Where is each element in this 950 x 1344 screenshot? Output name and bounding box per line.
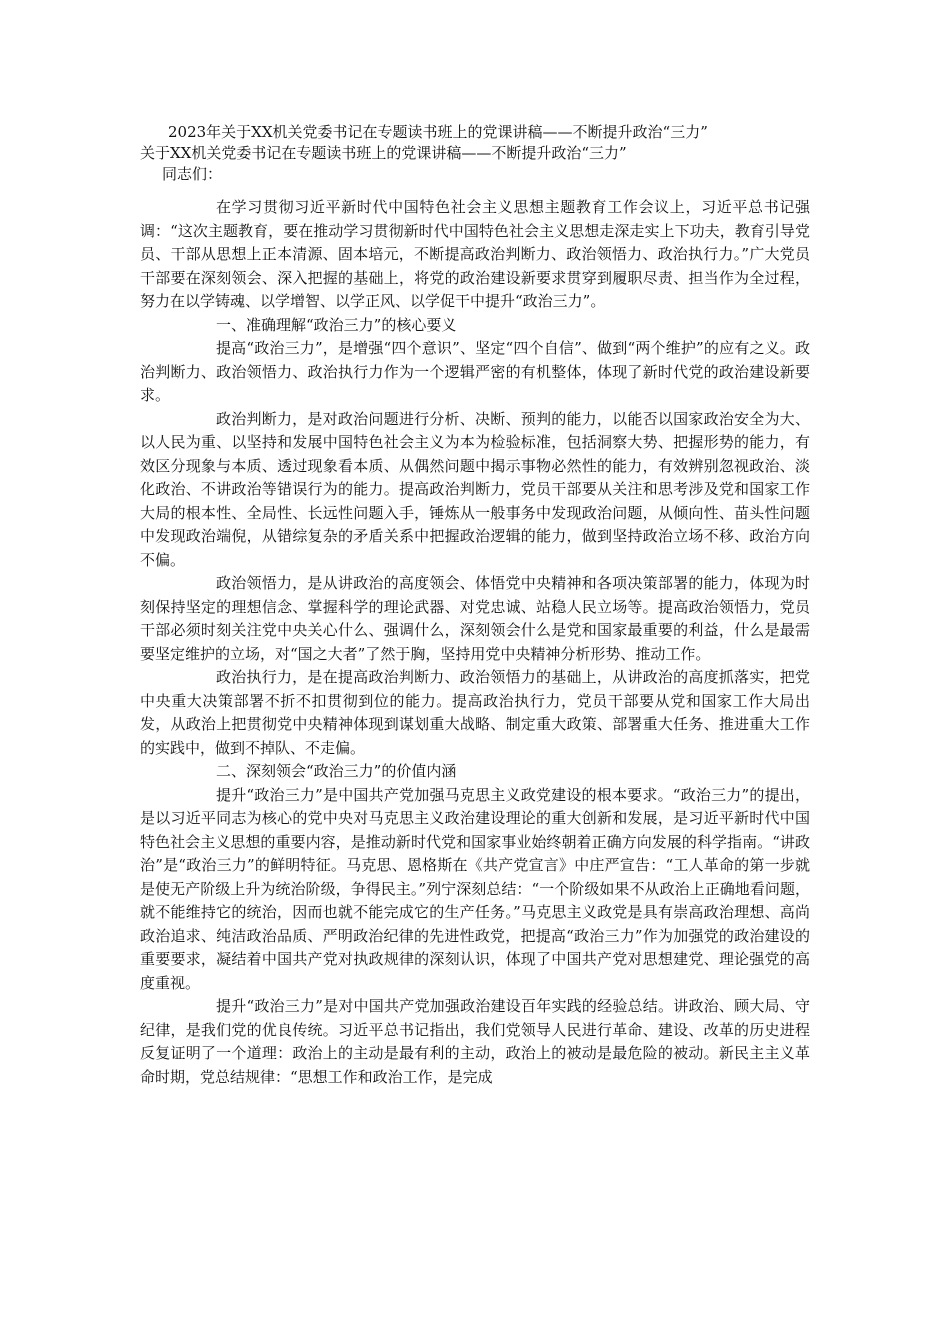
section-heading-2: 二、深刻领会“政治三力”的价值内涵 — [216, 762, 457, 780]
document-subtitle: 关于XX机关党委书记在专题读书班上的党课讲稿——不断提升政治“三力” — [140, 144, 627, 162]
paragraph-2-2: 提升“政治三力”是对中国共产党加强政治建设百年实践的经验总结。讲政治、顾大局、守纪律，是我们党的优良传统。习近平总书记指出，我们党领导人民进行革命、建设、改革的历史进程反复证明了一个道理：政治上的主动是最有利的主动，政治上的被动是最危险的被动。新民主主义革命时期，党总结规律：“思想工作和政治工作，是完成 — [140, 997, 810, 1086]
intro-paragraph: 在学习贯彻习近平新时代中国特色社会主义思想主题教育工作会议上，习近平总书记强调：“这次主题教育，要在推动学习贯彻新时代中国特色社会主义思想走深走实上下功夫，教育引导党员、干部从思想上正本清源、固本培元，不断提高政治判断力、政治领悟力、政治执行力。”广大党员干部要在深刻领会、深入把握的基础上，将党的政治建设新要求贯穿到履职尽责、担当作为全过程，努力在以学铸魂、以学增智、以学正风、以学促干中提升“政治三力”。 — [140, 198, 810, 310]
paragraph-1-4: 政治执行力，是在提高政治判断力、政治领悟力的基础上，从讲政治的高度抓落实，把党中央重大决策部署不折不扣贯彻到位的能力。提高政治执行力，党员干部要从党和国家工作大局出发，从政治上把贯彻党中央精神体现到谋划重大战略、制定重大政策、部署重大任务、推进重大工作的实践中，做到不掉队、不走偏。 — [140, 668, 810, 757]
section-heading-1: 一、准确理解“政治三力”的核心要义 — [216, 315, 457, 334]
greeting: 同志们： — [162, 165, 223, 183]
spacer — [140, 185, 810, 196]
paragraph-1-2: 政治判断力，是对政治问题进行分析、决断、预判的能力，以能否以国家政治安全为大、以人民为重、以坚持和发展中国特色社会主义为本为检验标准，包括洞察大势、把握形势的能力，有效区分现象与本质、透过现象看本质、从偶然问题中揭示事物必然性的能力，有效辨别忽视政治、淡化政治、不讲政治等错误行为的能力。提高政治判断力，党员干部要从关注和思考涉及党和国家工作大局的根本性、全局性、长远性问题入手，锤炼从一般事务中发现政治问题，从倾向性、苗头性问题中发现政治端倪，从错综复杂的矛盾关系中把握政治逻辑的能力，做到坚持政治立场不移、政治方向不偏。 — [140, 409, 810, 569]
paragraph-1-1: 提高“政治三力”，是增强“四个意识”、坚定“四个自信”、做到“两个维护”的应有之义。政治判断力、政治领悟力、政治执行力作为一个逻辑严密的有机整体，体现了新时代党的政治建设新要求。 — [140, 339, 810, 404]
document-page — [140, 122, 810, 1089]
paragraph-2-1: 提升“政治三力”是中国共产党加强马克思主义政党建设的根本要求。“政治三力”的提出，是以习近平同志为核心的党中央对马克思主义政治建设理论的重大创新和发展，是习近平新时代中国特色社会主义思想的重要内容，是推动新时代党和国家事业始终朝着正确方向发展的科学指南。“讲政治”是“政治三力”的鲜明特征。马克思、恩格斯在《共产党宣言》中庄严宣告：“工人革命的第一步就是使无产阶级上升为统治阶级，争得民主。”列宁深刻总结：“一个阶级如果不从政治上正确地看问题，就不能维持它的统治，因而也就不能完成它的生产任务。”马克思主义政党是具有崇高政治理想、高尚政治追求、纯洁政治品质、严明政治纪律的先进性政党，把提高“政治三力”作为加强党的政治建设的重要要求，凝结着中国共产党对执政规律的深刻认识，体现了中国共产党对思想建党、理论强党的高度重视。 — [140, 785, 810, 992]
paragraph-1-3: 政治领悟力，是从讲政治的高度领会、体悟党中央精神和各项决策部署的能力，体现为时刻保持坚定的理想信念、掌握科学的理论武器、对党忠诚、站稳人民立场等。提高政治领悟力，党员干部必须时刻关注党中央关心什么、强调什么，深刻领会什么是党和国家最重要的利益，什么是最需要坚定维护的立场，对“国之大者”了然于胸，坚持用党中央精神分析形势、推动工作。 — [140, 574, 810, 663]
document-title: 2023年关于XX机关党委书记在专题读书班上的党课讲稿——不断提升政治“三力” — [168, 123, 708, 141]
